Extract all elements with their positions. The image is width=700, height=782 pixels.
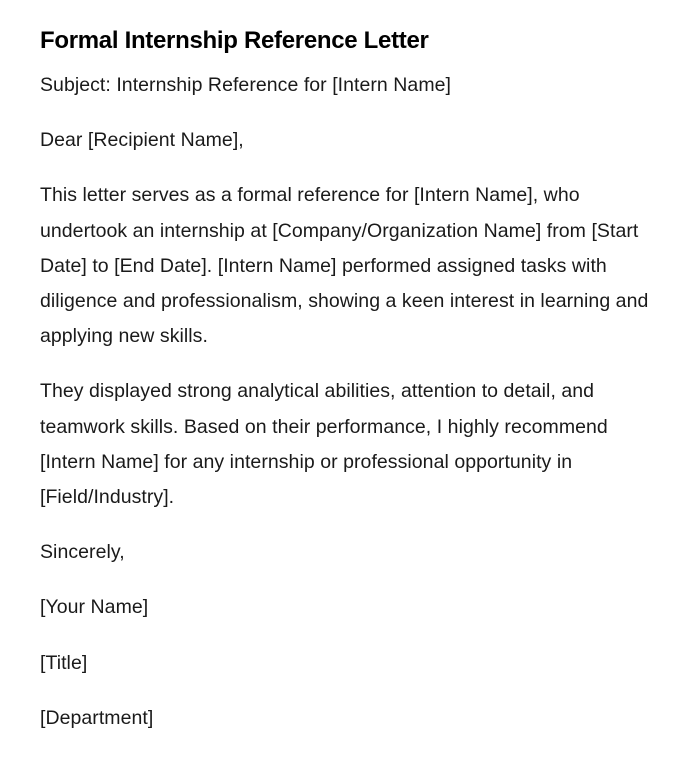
signature-name: [Your Name] (40, 596, 149, 619)
letter-greeting: Dear [Recipient Name], (40, 129, 244, 152)
letter-subject: Subject: Internship Reference for [Intern Name] (40, 74, 451, 96)
letter-body-paragraph-1: This letter serves as a formal reference for [Intern Name], who undertook an internship at [Company/Organization Name] from [Start Date] to [End Date]. [Intern Name] performed assigned tasks with diligence and professionalism, showing a keen interest in learning and applying new skills. (40, 184, 649, 348)
signature-title: [Title] (40, 651, 88, 674)
letter-body-paragraph-2: They displayed strong analytical abilities, attention to detail, and teamwork skills. Based on their performance, I highly recommend [Intern Name] for any internship or professional opportunity in [Field/Industry]. (40, 380, 608, 509)
letter-title: Formal Internship Reference Letter (40, 27, 429, 54)
signature-department: [Department] (40, 706, 154, 729)
letter-closing: Sincerely, (40, 541, 125, 564)
